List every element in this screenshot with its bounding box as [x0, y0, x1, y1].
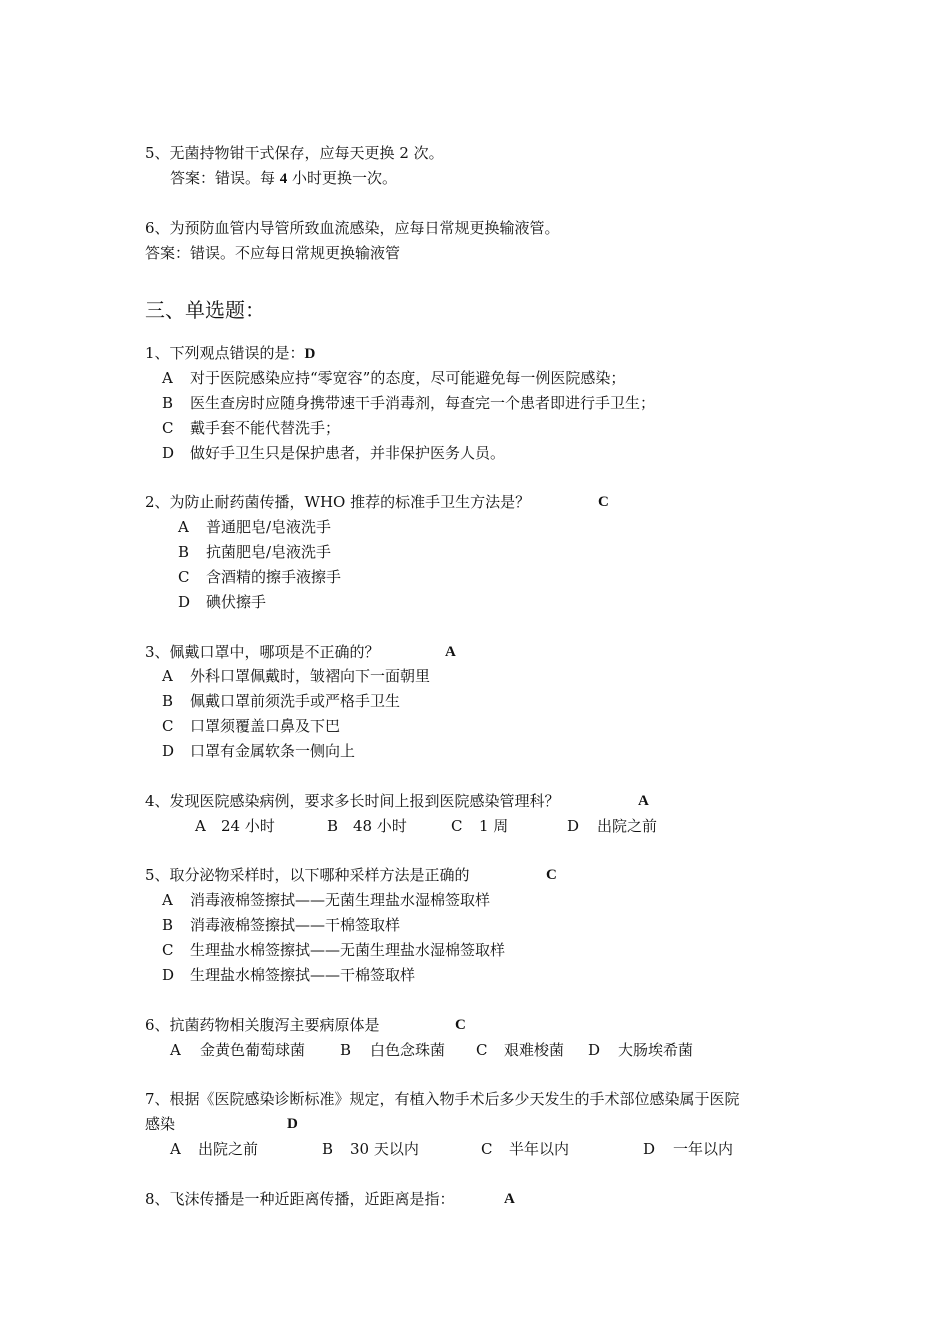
- tf-answer-5-prefix: 答案：错误。每: [170, 169, 280, 187]
- option-item: [340, 1040, 445, 1060]
- option-letter: C: [162, 717, 174, 735]
- option-item: [567, 816, 657, 836]
- mc-question-1: [145, 343, 315, 364]
- mc-question-7-line2: 感染: [145, 1115, 176, 1133]
- option-item: [322, 1139, 419, 1159]
- option-letter: A: [195, 817, 206, 835]
- mc-question-6: 6、抗菌药物相关腹泻主要病原体是: [145, 1016, 380, 1034]
- option-letter: C: [162, 419, 174, 437]
- tf-answer-5-number: 4: [279, 171, 288, 187]
- option-item: [451, 816, 508, 836]
- question-text: 1、下列观点错误的是：: [145, 344, 305, 362]
- answer-key: D: [287, 1116, 298, 1132]
- answer-key: D: [304, 346, 316, 362]
- option-item: [481, 1139, 569, 1159]
- option-text: 大肠埃希菌: [618, 1041, 694, 1059]
- option-text: 生理盐水棉签擦拭——干棉签取样: [190, 966, 416, 984]
- option-text: 48 小时: [353, 817, 407, 835]
- option-item: [195, 816, 275, 836]
- option-row: [162, 368, 625, 388]
- option-row: [162, 418, 340, 438]
- option-text: 做好手卫生只是保护患者，并非保护医务人员。: [190, 444, 506, 462]
- option-text: 普通肥皂/皂液洗手: [206, 518, 332, 536]
- section-title: 三、单选题：: [145, 298, 265, 322]
- option-text: 戴手套不能代替洗手；: [190, 419, 341, 437]
- option-text: 出院之前: [198, 1140, 259, 1158]
- option-letter: A: [162, 369, 173, 387]
- option-letter: C: [481, 1140, 493, 1158]
- tf-answer-6: 答案：错误。不应每日常规更换输液管: [145, 244, 401, 262]
- option-text: 含酒精的擦手液擦手: [206, 568, 342, 586]
- option-letter: B: [178, 543, 190, 561]
- option-row: [162, 915, 400, 935]
- option-row: [162, 741, 355, 761]
- mc-question-5: 5、取分泌物采样时，以下哪种采样方法是正确的: [145, 866, 470, 884]
- option-text: 生理盐水棉签擦拭——无菌生理盐水湿棉签取样: [190, 941, 506, 959]
- answer-key: A: [445, 644, 456, 660]
- mc-question-4: 4、发现医院感染病例，要求多长时间上报到医院感染管理科？: [145, 792, 560, 810]
- option-row: [162, 940, 505, 960]
- option-text: 医生查房时应随身携带速干手消毒剂，每查完一个患者即进行手卫生；: [190, 394, 656, 412]
- mc-question-8: 8、飞沫传播是一种近距离传播，近距离是指：: [145, 1190, 455, 1208]
- option-row: [162, 443, 505, 463]
- option-text: 碘伏擦手: [206, 593, 267, 611]
- option-text: 外科口罩佩戴时，皱褶向下一面朝里: [190, 667, 431, 685]
- option-item: [170, 1040, 305, 1060]
- option-letter: A: [162, 891, 173, 909]
- option-text: 一年以内: [673, 1140, 734, 1158]
- option-text: 艰难梭菌: [504, 1041, 565, 1059]
- answer-key: C: [546, 867, 557, 883]
- option-text: 佩戴口罩前须洗手或严格手卫生: [190, 692, 401, 710]
- option-row: [162, 393, 655, 413]
- option-letter: D: [588, 1041, 601, 1059]
- option-letter: A: [178, 518, 189, 536]
- option-letter: D: [567, 817, 580, 835]
- option-row: [178, 592, 266, 612]
- option-letter: B: [340, 1041, 352, 1059]
- option-item: [476, 1040, 564, 1060]
- option-text: 抗菌肥皂/皂液洗手: [206, 543, 332, 561]
- option-text: 1 周: [479, 817, 509, 835]
- option-letter: D: [162, 742, 175, 760]
- option-row: [162, 716, 340, 736]
- option-letter: A: [162, 667, 173, 685]
- option-row: [162, 965, 415, 985]
- option-letter: D: [162, 966, 175, 984]
- answer-key: A: [638, 793, 649, 809]
- option-letter: B: [322, 1140, 334, 1158]
- answer-key: A: [504, 1191, 515, 1207]
- option-text: 金黄色葡萄球菌: [200, 1041, 306, 1059]
- mc-question-2: 2、为防止耐药菌传播，WHO 推荐的标准手卫生方法是？: [145, 493, 531, 511]
- option-letter: A: [170, 1041, 181, 1059]
- option-letter: C: [178, 568, 190, 586]
- option-letter: B: [162, 916, 174, 934]
- option-letter: C: [476, 1041, 488, 1059]
- option-row: [162, 890, 490, 910]
- option-text: 口罩须覆盖口鼻及下巴: [190, 717, 341, 735]
- option-letter: B: [162, 692, 174, 710]
- option-letter: B: [327, 817, 339, 835]
- option-text: 消毒液棉签擦拭——干棉签取样: [190, 916, 401, 934]
- tf-question-6: 6、为预防血管内导管所致血流感染，应每日常规更换输液管。: [145, 219, 560, 237]
- tf-answer-5: [170, 168, 397, 189]
- answer-key: C: [598, 494, 609, 510]
- option-text: 消毒液棉签擦拭——无菌生理盐水湿棉签取样: [190, 891, 491, 909]
- mc-question-3: 3、佩戴口罩中，哪项是不正确的？: [145, 643, 380, 661]
- option-text: 出院之前: [597, 817, 658, 835]
- option-letter: C: [162, 941, 174, 959]
- option-text: 30 天以内: [350, 1140, 419, 1158]
- option-row: [178, 517, 331, 537]
- option-item: [170, 1139, 258, 1159]
- option-letter: A: [170, 1140, 181, 1158]
- option-text: 口罩有金属软条一侧向上: [190, 742, 356, 760]
- option-text: 24 小时: [221, 817, 275, 835]
- option-text: 白色念珠菌: [370, 1041, 446, 1059]
- option-letter: D: [162, 444, 175, 462]
- mc-question-7-line1: 7、根据《医院感染诊断标准》规定，有植入物手术后多少天发生的手术部位感染属于医院: [145, 1090, 740, 1108]
- option-row: [178, 542, 331, 562]
- option-item: [327, 816, 407, 836]
- option-text: 半年以内: [509, 1140, 570, 1158]
- option-item: [643, 1139, 733, 1159]
- option-letter: D: [178, 593, 191, 611]
- option-letter: C: [451, 817, 463, 835]
- tf-question-5: 5、无菌持物钳干式保存，应每天更换 2 次。: [145, 144, 444, 162]
- option-letter: D: [643, 1140, 656, 1158]
- option-row: [162, 666, 430, 686]
- option-row: [178, 567, 341, 587]
- option-item: [588, 1040, 693, 1060]
- answer-key: C: [455, 1017, 466, 1033]
- option-text: 对于医院感染应持“零宽容”的态度，尽可能避免每一例医院感染；: [190, 369, 626, 387]
- tf-answer-5-suffix: 小时更换一次。: [287, 169, 398, 187]
- option-letter: B: [162, 394, 174, 412]
- option-row: [162, 691, 400, 711]
